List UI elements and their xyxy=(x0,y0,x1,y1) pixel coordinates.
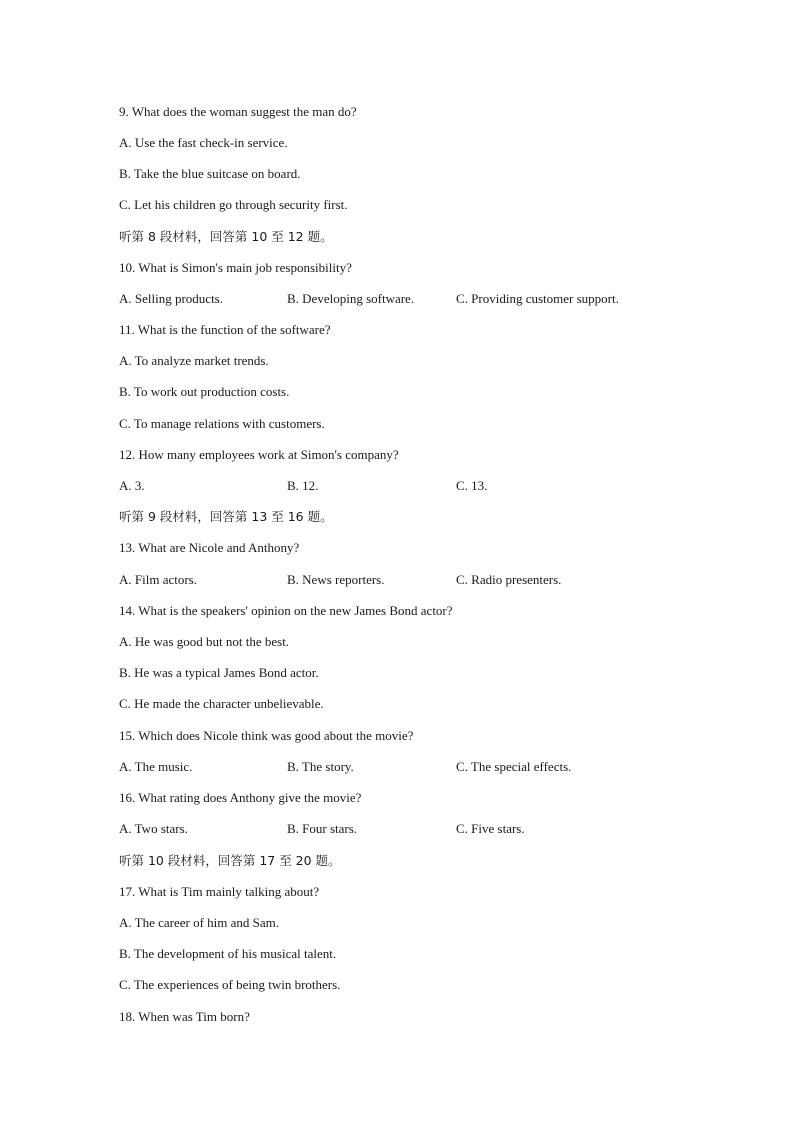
question-18: 18. When was Tim born? xyxy=(119,1009,250,1024)
question-13-option-c: C. Radio presenters. xyxy=(456,572,562,587)
section-9-instruction: 听第 9 段材料，回答第 13 至 16 题。 xyxy=(119,509,333,524)
question-17-option-a: A. The career of him and Sam. xyxy=(119,915,280,930)
question-14-option-c: C. He made the character unbelievable. xyxy=(119,696,324,711)
question-11-option-b: B. To work out production costs. xyxy=(119,384,290,399)
question-14: 14. What is the speakers' opinion on the new James Bond actor? xyxy=(119,603,453,618)
question-15-option-c: C. The special effects. xyxy=(456,759,572,774)
question-17-option-b: B. The development of his musical talent. xyxy=(119,946,337,961)
question-12: 12. How many employees work at Simon's company? xyxy=(119,447,399,462)
question-17-option-c: C. The experiences of being twin brothers. xyxy=(119,977,341,992)
question-13-option-a: A. Film actors. xyxy=(119,572,197,587)
question-10-option-c: C. Providing customer support. xyxy=(456,291,619,306)
question-12-option-a: A. 3. xyxy=(119,478,145,493)
question-15-option-b: B. The story. xyxy=(287,759,354,774)
question-16: 16. What rating does Anthony give the movie? xyxy=(119,790,362,805)
question-16-option-c: C. Five stars. xyxy=(456,821,525,836)
question-10: 10. What is Simon's main job responsibility? xyxy=(119,260,352,275)
question-10-option-b: B. Developing software. xyxy=(287,291,415,306)
question-12-option-c: C. 13. xyxy=(456,478,488,493)
question-9-option-a: A. Use the fast check-in service. xyxy=(119,135,288,150)
question-11: 11. What is the function of the software? xyxy=(119,322,331,337)
question-16-option-b: B. Four stars. xyxy=(287,821,358,836)
question-16-option-a: A. Two stars. xyxy=(119,821,188,836)
question-14-option-b: B. He was a typical James Bond actor. xyxy=(119,665,319,680)
question-12-option-b: B. 12. xyxy=(287,478,319,493)
section-10-instruction: 听第 10 段材料，回答第 17 至 20 题。 xyxy=(119,853,341,868)
section-8-instruction: 听第 8 段材料，回答第 10 至 12 题。 xyxy=(119,229,333,244)
question-17: 17. What is Tim mainly talking about? xyxy=(119,884,320,899)
question-15: 15. Which does Nicole think was good about the movie? xyxy=(119,728,414,743)
question-13-option-b: B. News reporters. xyxy=(287,572,385,587)
question-9-option-c: C. Let his children go through security first. xyxy=(119,197,348,212)
question-14-option-a: A. He was good but not the best. xyxy=(119,634,290,649)
question-9-option-b: B. Take the blue suitcase on board. xyxy=(119,166,301,181)
question-11-option-a: A. To analyze market trends. xyxy=(119,353,269,368)
question-10-option-a: A. Selling products. xyxy=(119,291,223,306)
question-11-option-c: C. To manage relations with customers. xyxy=(119,416,325,431)
question-9: 9. What does the woman suggest the man do? xyxy=(119,104,357,119)
question-15-option-a: A. The music. xyxy=(119,759,193,774)
question-13: 13. What are Nicole and Anthony? xyxy=(119,540,300,555)
